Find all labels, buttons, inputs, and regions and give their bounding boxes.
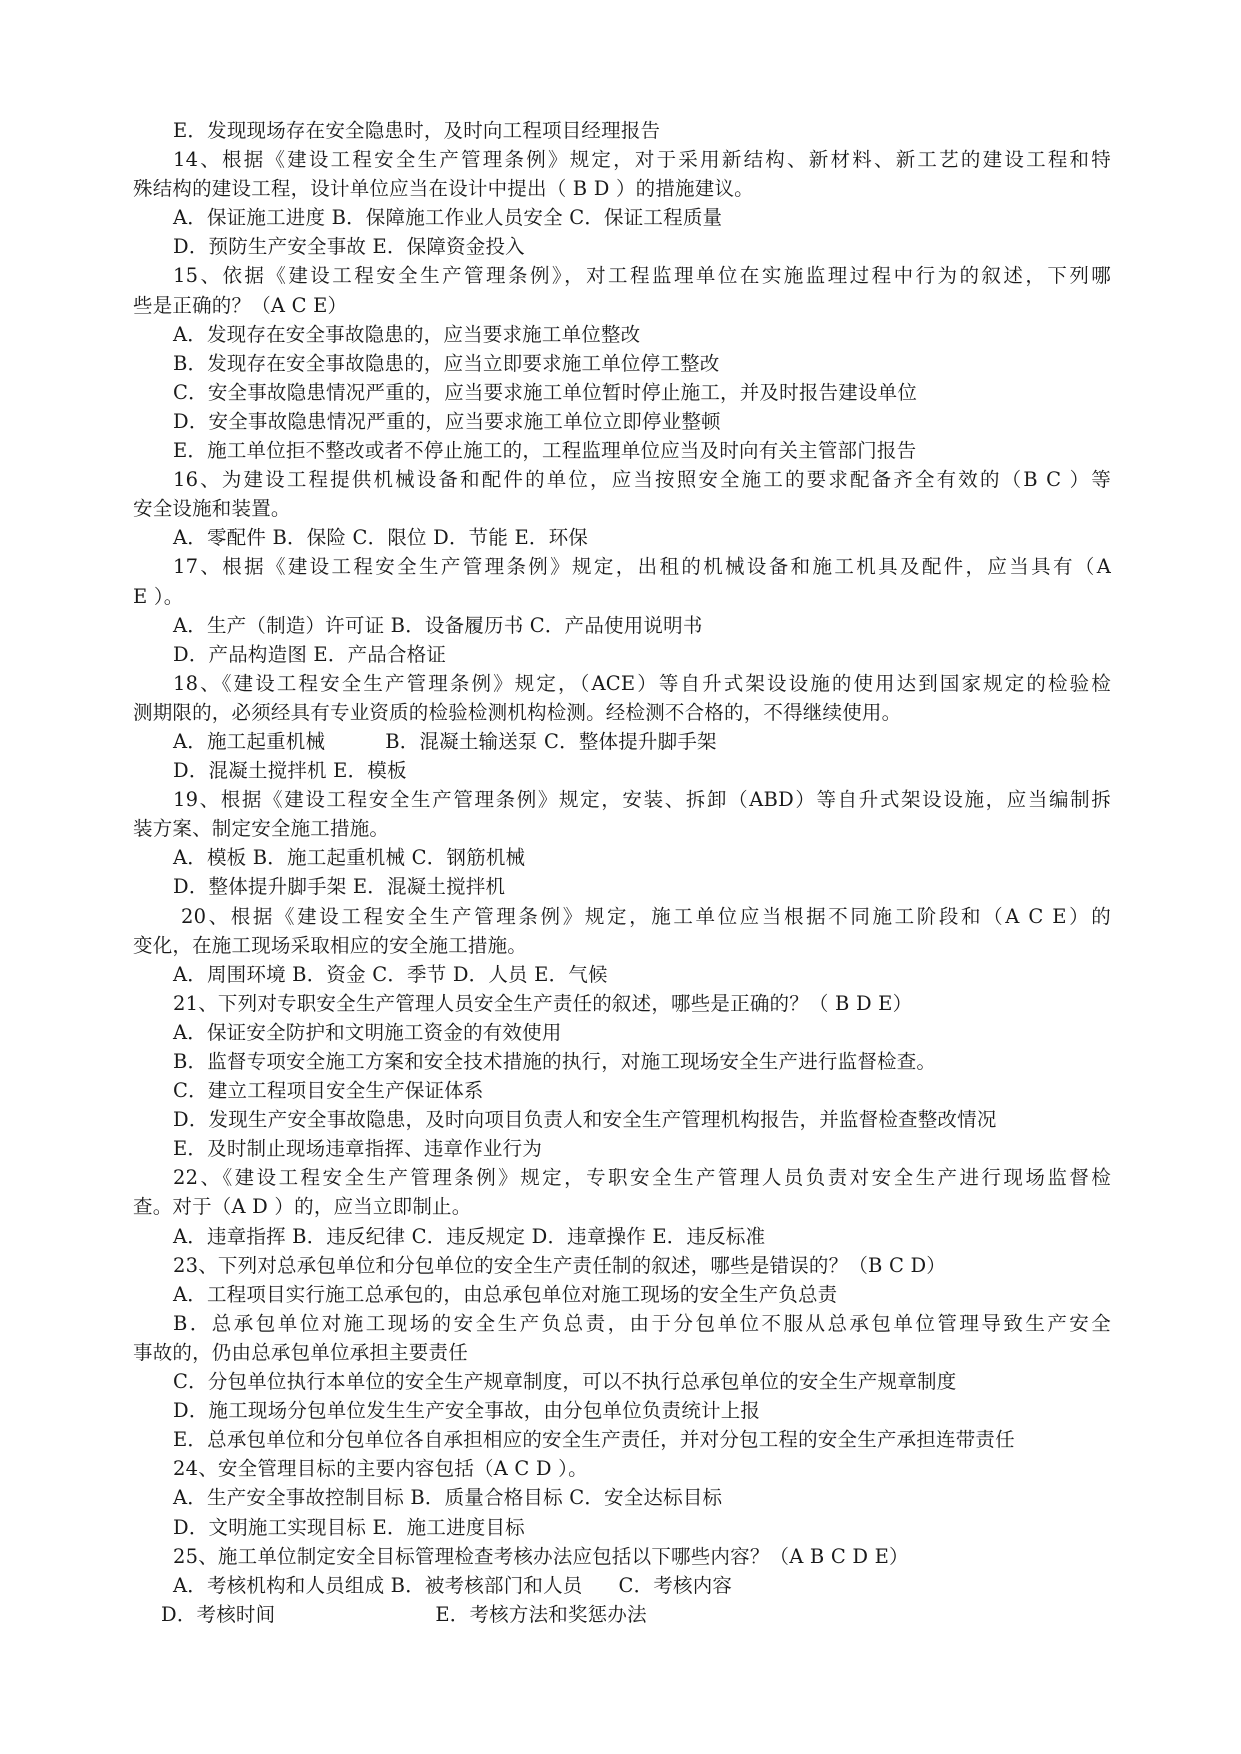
- document-body: [133, 116, 1111, 1629]
- option-line: 事故的，仍由总承包单位承担主要责任: [133, 1340, 468, 1364]
- option-line: D．预防生产安全事故 E．保障资金投入: [173, 235, 525, 259]
- option-line: A．保证安全防护和文明施工资金的有效使用: [173, 1020, 562, 1044]
- option-line: A．生产（制造）许可证 B．设备履历书 C．产品使用说明书: [173, 613, 703, 637]
- option-line: A．零配件 B．保险 C．限位 D．节能 E．环保: [173, 526, 588, 550]
- option-line: D．施工现场分包单位发生生产安全事故，由分包单位负责统计上报: [173, 1399, 761, 1423]
- question-line: E ）。: [133, 584, 184, 608]
- option-line: A．模板 B．施工起重机械 C．钢筋机械: [173, 846, 526, 870]
- question-line: 查。对于（A D ）的，应当立即制止。: [133, 1195, 472, 1219]
- question-line: 装方案、制定安全施工措施。: [133, 817, 390, 841]
- option-text: D．考核时间: [161, 1602, 276, 1626]
- question-line: 25、施工单位制定安全目标管理检查考核办法应包括以下哪些内容？（A B C D E）: [173, 1544, 909, 1568]
- option-line: A．发现存在安全事故隐患的，应当要求施工单位整改: [173, 322, 641, 346]
- option-line: B．发现存在安全事故隐患的，应当立即要求施工单位停工整改: [173, 351, 720, 375]
- option-line: C．建立工程项目安全生产保证体系: [173, 1079, 484, 1103]
- option-line: D．整体提升脚手架 E．混凝土搅拌机: [173, 875, 506, 899]
- option-line: A．生产安全事故控制目标 B．质量合格目标 C．安全达标目标: [173, 1486, 723, 1510]
- question-line: 14、根据《建设工程安全生产管理条例》规定，对于采用新结构、新材料、新工艺的建设工程和特: [173, 148, 1111, 172]
- option-line: C．安全事故隐患情况严重的，应当要求施工单位暂时停止施工，并及时报告建设单位: [173, 380, 918, 404]
- option-line: D．混凝土搅拌机 E．模板: [173, 759, 407, 783]
- question-line: 23、下列对总承包单位和分包单位的安全生产责任制的叙述，哪些是错误的？（B C D）: [173, 1253, 946, 1277]
- option-line: [133, 1571, 1111, 1600]
- question-line: 21、下列对专职安全生产管理人员安全生产责任的叙述，哪些是正确的？（ B D E）: [173, 991, 913, 1015]
- question-line: 些是正确的？（A C E）: [133, 293, 348, 317]
- option-line: B．监督专项安全施工方案和安全技术措施的执行，对施工现场安全生产进行监督检查。: [173, 1050, 937, 1073]
- option-text: A．考核机构和人员组成 B．被考核部门和人员: [173, 1573, 583, 1597]
- question-line: 22、《建设工程安全生产管理条例》规定，专职安全生产管理人员负责对安全生产进行现场监督检: [173, 1166, 1111, 1190]
- option-line: D．产品构造图 E．产品合格证: [173, 642, 447, 666]
- option-text: C．考核内容: [618, 1573, 733, 1597]
- option-line: [133, 1600, 1111, 1629]
- question-line: 19、根据《建设工程安全生产管理条例》规定，安装、拆卸（ABD）等自升式架设设施，应当编制拆: [173, 788, 1111, 812]
- question-line: 20、根据《建设工程安全生产管理条例》规定，施工单位应当根据不同施工阶段和（A C E）的: [181, 904, 1111, 928]
- question-line: 殊结构的建设工程，设计单位应当在设计中提出（ B D ）的措施建议。: [133, 177, 754, 201]
- option-line: B．总承包单位对施工现场的安全生产负总责，由于分包单位不服从总承包单位管理导致生产安全: [173, 1311, 1111, 1335]
- option-text: E．考核方法和奖惩办法: [435, 1602, 647, 1626]
- question-line: 16、为建设工程提供机械设备和配件的单位，应当按照安全施工的要求配备齐全有效的（B C ）等: [173, 468, 1111, 492]
- question-line: 24、安全管理目标的主要内容包括（A C D ）。: [173, 1457, 588, 1481]
- option-line: A．工程项目实行施工总承包的，由总承包单位对施工现场的安全生产负总责: [173, 1282, 838, 1306]
- option-line: E．发现现场存在安全隐患时，及时向工程项目经理报告: [173, 119, 661, 142]
- option-line: A．周围环境 B．资金 C．季节 D．人员 E．气候: [173, 962, 608, 986]
- question-line: 测期限的，必须经具有专业资质的检验检测机构检测。经检测不合格的，不得继续使用。: [133, 700, 902, 724]
- option-line: E．及时制止现场违章指挥、违章作业行为: [173, 1137, 543, 1161]
- option-line: E．施工单位拒不整改或者不停止施工的，工程监理单位应当及时向有关主管部门报告: [173, 439, 917, 463]
- question-line: 变化，在施工现场采取相应的安全施工措施。: [133, 933, 528, 957]
- option-line: D．文明施工实现目标 E．施工进度目标: [173, 1515, 525, 1539]
- question-line: 安全设施和装置。: [133, 497, 291, 521]
- option-text: B．混凝土输送泵 C．整体提升脚手架: [385, 729, 717, 753]
- option-line: E．总承包单位和分包单位各自承担相应的安全生产责任，并对分包工程的安全生产承担连带责任: [173, 1428, 1015, 1452]
- option-line: A．保证施工进度 B．保障施工作业人员安全 C．保证工程质量: [173, 206, 723, 230]
- option-line: C．分包单位执行本单位的安全生产规章制度，可以不执行总承包单位的安全生产规章制度: [173, 1370, 957, 1394]
- option-text: A．施工起重机械: [173, 729, 326, 753]
- question-line: 15、依据《建设工程安全生产管理条例》，对工程监理单位在实施监理过程中行为的叙述，下列哪: [173, 264, 1111, 288]
- question-line: 18、《建设工程安全生产管理条例》规定，（ACE）等自升式架设设施的使用达到国家规定的检验检: [173, 671, 1111, 695]
- option-line: D．安全事故隐患情况严重的，应当要求施工单位立即停业整顿: [173, 409, 721, 433]
- option-line: D．发现生产安全事故隐患，及时向项目负责人和安全生产管理机构报告，并监督检查整改情况: [173, 1108, 997, 1132]
- question-line: 17、根据《建设工程安全生产管理条例》规定，出租的机械设备和施工机具及配件，应当具有（A: [173, 555, 1111, 579]
- option-line: A．违章指挥 B．违反纪律 C．违反规定 D．违章操作 E．违反标准: [173, 1224, 766, 1248]
- option-line: [133, 727, 1111, 756]
